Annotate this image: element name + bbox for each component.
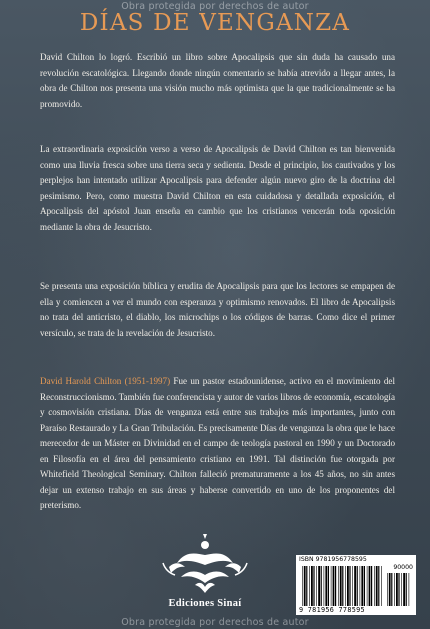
- barcode-bar: [376, 566, 378, 606]
- barcode-bar: [328, 566, 329, 606]
- barcode-bar: [306, 566, 307, 606]
- barcode-bar: [309, 566, 310, 606]
- isbn-label: ISBN 9781956778595: [299, 556, 367, 563]
- barcode-bar: [369, 566, 371, 606]
- isbn-digits: 9 781956 778595: [299, 606, 365, 614]
- barcode-bar: [349, 566, 350, 606]
- barcode-bar: [324, 566, 325, 606]
- barcode-bar: [378, 566, 379, 606]
- barcode-bar: [313, 566, 314, 606]
- barcode-bar: [352, 566, 353, 606]
- barcode-bar: [321, 566, 322, 606]
- barcode-bar: [340, 566, 342, 606]
- barcode-bar: [333, 566, 335, 606]
- copyright-watermark-bottom: Obra protegida por derechos de autor: [121, 617, 309, 628]
- barcode-bar: [354, 566, 356, 606]
- barcode-bar: [338, 566, 339, 606]
- author-bio-text: Fue un pastor estadounidense, activo en el movimiento del Reconstruccionismo. También fue conferencista y autor de varios libros de economía, escatología y cosmovisión cristiana. Días de venganza está entre sus trabajos más importantes, junto con Paraíso Restaurado y La Gran Tribulación. Es precisamente Días de venganza la obra que le hace merecedor de un Máster en Divinidad en el campo de teología pastoral en 1990 y un Doctorado en Filosofía en el área del pensamiento cristiano en 1991. Tal distinción fue otorgada por Whitefield Theological Seminary. Chilton falleció prematuramente a los 45 años, no sin antes dejar un extenso trabajo en sus áreas y haberse convertido en uno de los proponentes del preterismo.: [40, 376, 395, 511]
- author-name: David Harold Chilton (1951-1997): [40, 376, 171, 386]
- barcode-bar: [347, 566, 349, 606]
- barcode-bar: [302, 566, 303, 606]
- author-bio-paragraph: [40, 374, 395, 514]
- barcode-bar: [345, 566, 346, 606]
- barcode-bar: [361, 566, 363, 606]
- blurb-paragraph-1: David Chilton lo logró. Escribió un libro sobre Apocalipsis que sin duda ha causado una revolución escatológica. Llegando donde ningún comentario se había atrevido a llegar antes, la obra de Chilton nos presenta una visión mucho más optimista que la que tradicionalmente se ha promovido.: [40, 52, 395, 109]
- barcode-bar: [396, 573, 398, 606]
- book-title: DÍAS DE VENGANZA: [79, 10, 351, 36]
- barcode-bar: [401, 573, 402, 606]
- blurb-paragraph-2: La extraordinaria exposición verso a verso de Apocalipsis de David Chilton es tan bienvenida como una lluvia fresca sobre una tierra seca y sedienta. Desde el principio, los cautivados y los perplejos han intentado utilizar Apocalipsis para defender algún nuevo giro de la doctrina del pesimismo. Pero, como muestra David Chilton en esta cuidadosa y detallada exposición, el Apocalipsis del apóstol Juan enseña en cambio que los cristianos vencerán toda oposición mediante la obra de Jesucristo.: [40, 144, 395, 232]
- barcode-bar: [304, 566, 306, 606]
- barcode-bar: [394, 573, 395, 606]
- barcode-bar: [325, 566, 327, 606]
- price-code: 90000: [393, 564, 413, 571]
- barcode-bar: [374, 566, 375, 606]
- barcode-bar: [387, 573, 388, 606]
- blurb-paragraph-3: Se presenta una exposición bíblica y erudita de Apocalipsis para que los lectores se empapen de ella y comiencen a ver el mundo con esperanza y optimismo renovados. El libro de Apocalipsis no trata del anticristo, el diablo, los microchips o los códigos de barras. Como dice el primer versículo, se trata de la revelación de Jesucristo.: [40, 281, 395, 338]
- barcode-bar: [371, 566, 372, 606]
- barcode-bar: [342, 566, 343, 606]
- barcode-bars-addon: [387, 573, 411, 606]
- barcode-bar: [364, 566, 365, 606]
- barcode-bar: [409, 573, 410, 606]
- barcode-bar: [406, 573, 407, 606]
- publisher-name: Ediciones Sinaí: [168, 598, 242, 609]
- barcode-bar: [367, 566, 368, 606]
- barcode-bars-main: [302, 566, 382, 606]
- barcode-bar: [331, 566, 332, 606]
- barcode-bar: [357, 566, 358, 606]
- barcode-bar: [389, 573, 391, 606]
- copyright-watermark-top: Obra protegida por derechos de autor: [121, 1, 309, 12]
- barcode-bar: [311, 566, 313, 606]
- barcode-bar: [360, 566, 361, 606]
- barcode-bar: [398, 573, 399, 606]
- barcode-bar: [318, 566, 320, 606]
- barcode-bar: [381, 566, 382, 606]
- barcode-bar: [335, 566, 336, 606]
- barcode-bar: [391, 573, 392, 606]
- isbn-barcode: [296, 555, 416, 615]
- barcode-bar: [316, 566, 317, 606]
- barcode-bar: [403, 573, 405, 606]
